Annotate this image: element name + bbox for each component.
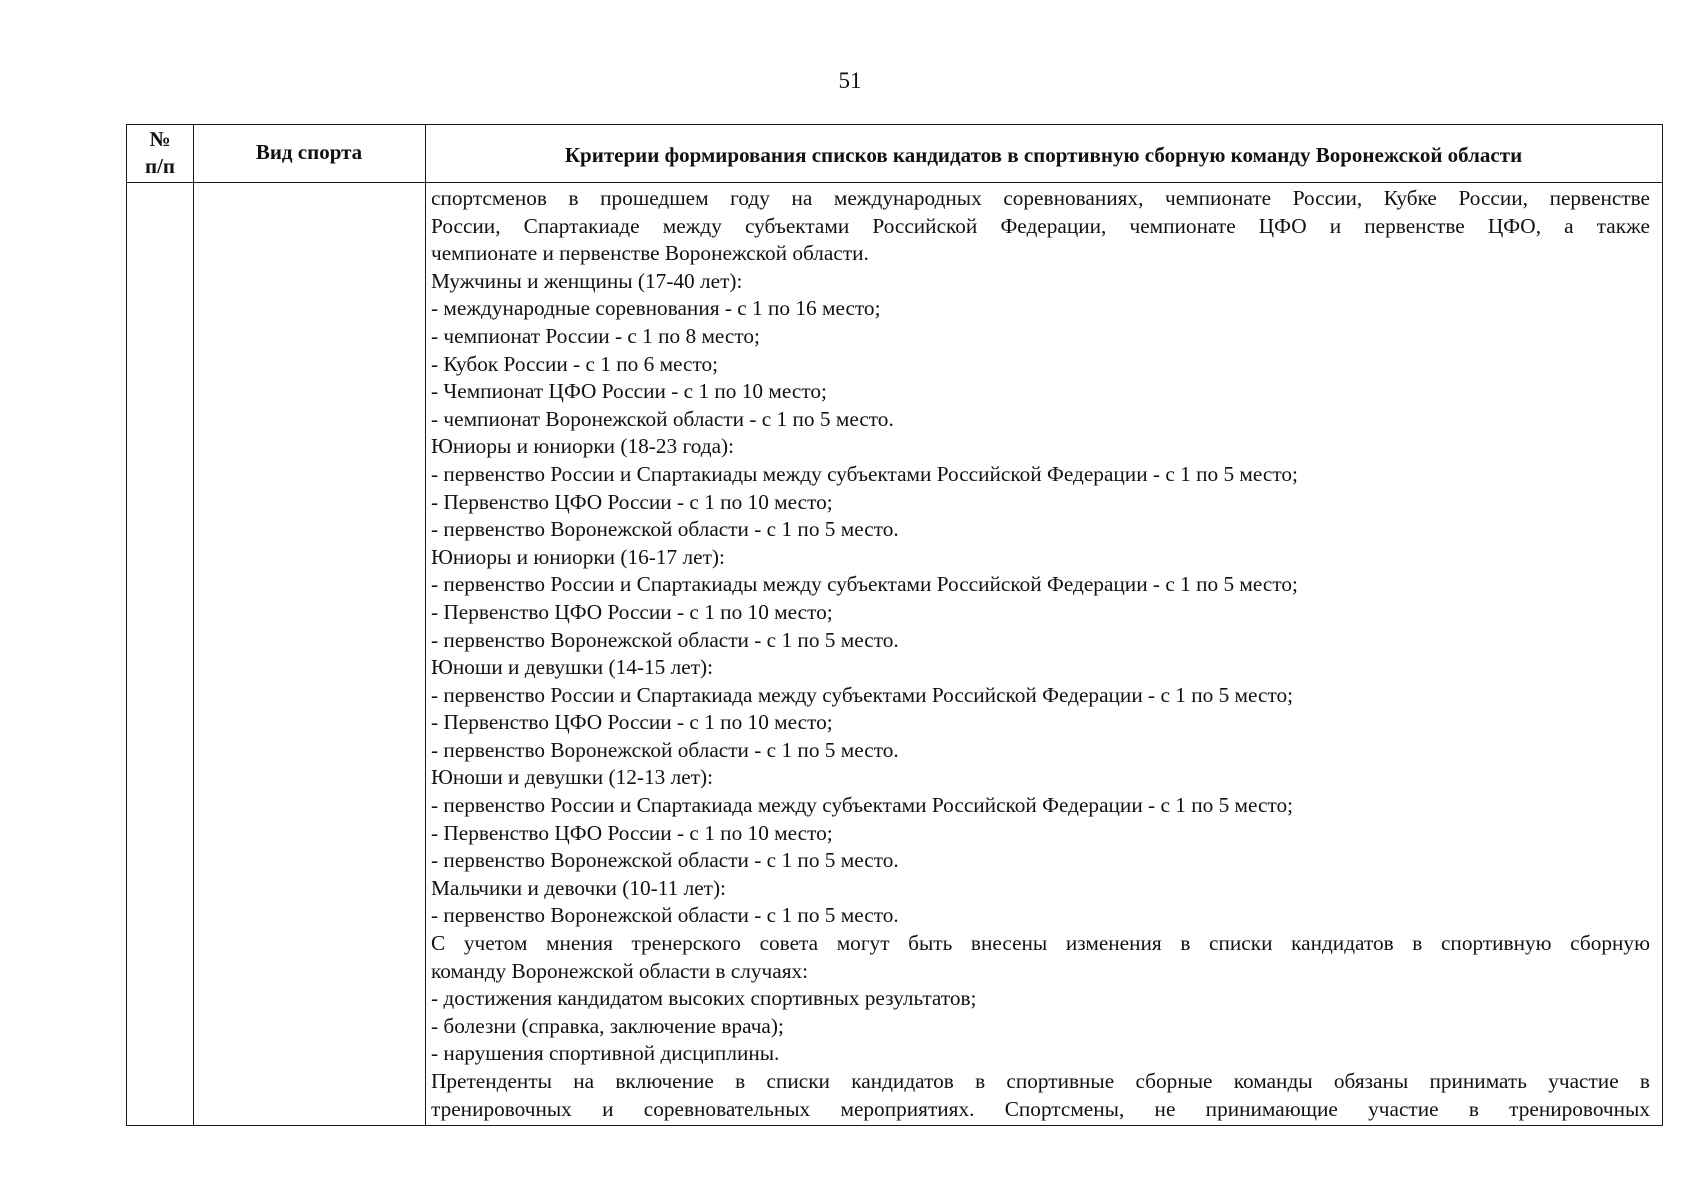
case-line: - достижения кандидатом высоких спортивных результатов; bbox=[431, 986, 977, 1011]
criteria-line: - первенство России и Спартакиады между субъектами Российской Федерации - с 1 по 5 место; bbox=[431, 572, 1298, 597]
column-divider-1 bbox=[193, 125, 194, 1125]
closing-line: Претенденты на включение в списки кандидатов в спортивные сборные команды обязаны принимать участие в bbox=[431, 1069, 1650, 1093]
criteria-line: - чемпионат Воронежской области - с 1 по 5 место. bbox=[431, 406, 894, 431]
criteria-line: - первенство Воронежской области - с 1 по 5 место. bbox=[431, 517, 899, 542]
criteria-cell bbox=[431, 185, 1650, 1125]
column-divider-2 bbox=[425, 125, 426, 1125]
criteria-line: Юноши и девушки (12-13 лет): bbox=[431, 765, 714, 790]
criteria-intro-line: спортсменов в прошедшем году на международных соревнованиях, чемпионате России, Кубке России, первенстве bbox=[431, 186, 1650, 210]
header-number bbox=[127, 126, 193, 180]
criteria-table bbox=[126, 124, 1663, 1126]
criteria-intro-line: России, Спартакиаде между субъектами Российской Федерации, чемпионате ЦФО и первенстве ЦФО, а также bbox=[431, 213, 1650, 238]
header-number-symbol: № bbox=[149, 127, 171, 151]
coach-council-line: С учетом мнения тренерского совета могут быть внесены изменения в списки кандидатов в спортивную сборную bbox=[431, 931, 1650, 956]
criteria-line: - Первенство ЦФО России - с 1 по 10 место; bbox=[431, 710, 833, 735]
page-number: 51 bbox=[838, 68, 862, 93]
criteria-line: - чемпионат России - с 1 по 8 место; bbox=[431, 323, 760, 348]
criteria-line: - первенство России и Спартакиада между субъектами Российской Федерации - с 1 по 5 место; bbox=[431, 682, 1294, 707]
criteria-line: - международные соревнования - с 1 по 16 место; bbox=[431, 296, 881, 321]
criteria-line: - первенство Воронежской области - с 1 по 5 место. bbox=[431, 903, 899, 928]
header-number-abbr: п/п bbox=[144, 154, 176, 178]
criteria-line: - Первенство ЦФО России - с 1 по 10 место; bbox=[431, 599, 833, 624]
header-criteria: Критерии формирования списков кандидатов в спортивную сборную команду Воронежской области bbox=[564, 143, 1523, 167]
criteria-line: Юноши и девушки (14-15 лет): bbox=[431, 655, 714, 680]
criteria-line: Юниоры и юниорки (16-17 лет): bbox=[431, 544, 725, 569]
criteria-line: - Первенство ЦФО России - с 1 по 10 место; bbox=[431, 489, 833, 514]
header-sport: Вид спорта bbox=[255, 140, 363, 164]
criteria-line: - Чемпионат ЦФО России - с 1 по 10 место; bbox=[431, 379, 827, 404]
criteria-line: Мужчины и женщины (17-40 лет): bbox=[431, 268, 743, 293]
criteria-line: - первенство Воронежской области - с 1 по 5 место. bbox=[431, 848, 899, 873]
header-divider bbox=[127, 182, 1662, 183]
criteria-line: - первенство России и Спартакиады между субъектами Российской Федерации - с 1 по 5 место; bbox=[431, 461, 1298, 486]
criteria-line: Мальчики и девочки (10-11 лет): bbox=[431, 875, 726, 900]
case-line: - болезни (справка, заключение врача); bbox=[431, 1013, 784, 1038]
closing-line: тренировочных и соревновательных мероприятиях. Спортсмены, не принимающие участие в тренировочных bbox=[431, 1096, 1650, 1121]
coach-council-line: команду Воронежской области в случаях: bbox=[431, 958, 809, 983]
criteria-line: - первенство России и Спартакиада между субъектами Российской Федерации - с 1 по 5 место; bbox=[431, 793, 1294, 818]
criteria-line: Юниоры и юниорки (18-23 года): bbox=[431, 434, 735, 459]
criteria-line: - первенство Воронежской области - с 1 по 5 место. bbox=[431, 627, 899, 652]
criteria-line: - Кубок России - с 1 по 6 место; bbox=[431, 351, 719, 376]
case-line: - нарушения спортивной дисциплины. bbox=[431, 1041, 780, 1066]
criteria-line: - Первенство ЦФО России - с 1 по 10 место; bbox=[431, 820, 833, 845]
criteria-line: - первенство Воронежской области - с 1 по 5 место. bbox=[431, 737, 899, 762]
criteria-intro-line: чемпионате и первенстве Воронежской области. bbox=[431, 241, 869, 266]
